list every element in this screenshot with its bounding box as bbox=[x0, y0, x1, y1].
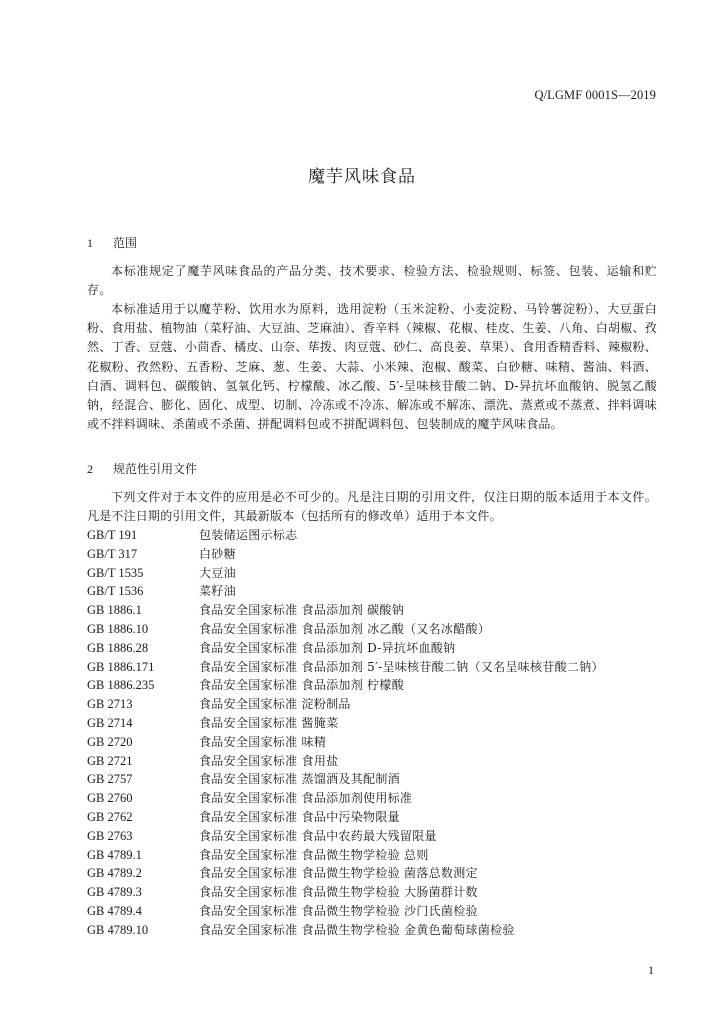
reference-title: 食品安全国家标准 食品中污染物限量 bbox=[199, 809, 400, 824]
reference-code: GB 2762 bbox=[87, 809, 133, 824]
reference-code: GB 1886.28 bbox=[87, 640, 149, 655]
reference-row bbox=[87, 921, 657, 940]
section-1-number: 1 bbox=[87, 236, 93, 250]
reference-row bbox=[87, 808, 657, 827]
section-1-heading bbox=[87, 234, 137, 251]
reference-code: GB/T 1536 bbox=[87, 584, 144, 599]
reference-code: GB 4789.1 bbox=[87, 847, 142, 862]
reference-title: 食品安全国家标准 食品微生物学检验 沙门氏菌检验 bbox=[199, 903, 478, 918]
reference-code: GB 1886.1 bbox=[87, 603, 142, 618]
reference-title: 食品安全国家标准 食品微生物学检验 菌落总数测定 bbox=[199, 866, 478, 881]
reference-code: GB 1886.10 bbox=[87, 621, 149, 636]
reference-list bbox=[87, 526, 657, 940]
reference-code: GB 2760 bbox=[87, 791, 133, 806]
reference-title: 食品安全国家标准 食品中农药最大残留限量 bbox=[199, 828, 437, 843]
reference-title: 白砂糖 bbox=[199, 546, 236, 561]
reference-title: 大豆油 bbox=[199, 565, 236, 580]
reference-row bbox=[87, 883, 657, 902]
reference-code: GB 2713 bbox=[87, 697, 133, 712]
reference-title: 食品安全国家标准 食品添加剂 5′-呈味核苷酸二钠（又名呈味核苷酸二钠） bbox=[199, 659, 604, 674]
reference-code: GB/T 1535 bbox=[87, 565, 144, 580]
reference-code: GB 2714 bbox=[87, 715, 133, 730]
reference-title: 食品安全国家标准 食品添加剂 柠檬酸 bbox=[199, 678, 405, 693]
reference-code: GB 2720 bbox=[87, 734, 133, 749]
scope-paragraph-1: 本标准规定了魔芋风味食品的产品分类、技术要求、检验方法、检验规则、标签、包装、运输和贮存。 bbox=[87, 264, 657, 298]
reference-title: 包装储运图示标志 bbox=[199, 528, 298, 542]
standard-code: Q/LGMF 0001S—2019 bbox=[534, 88, 656, 102]
reference-title: 食品安全国家标准 食品添加剂 D-异抗坏血酸钠 bbox=[199, 640, 456, 655]
reference-title: 食品安全国家标准 酱腌菜 bbox=[199, 715, 339, 730]
reference-title: 食品安全国家标准 食品微生物学检验 大肠菌群计数 bbox=[199, 885, 478, 900]
section-2-heading bbox=[87, 460, 197, 477]
reference-row bbox=[87, 564, 657, 583]
reference-title: 食品安全国家标准 食品添加剂使用标准 bbox=[199, 791, 413, 806]
document-title: 魔芋风味食品 bbox=[308, 167, 416, 187]
reference-row bbox=[87, 582, 657, 601]
reference-title: 食品安全国家标准 食品添加剂 冰乙酸（又名冰醋酸） bbox=[199, 621, 491, 636]
reference-title: 食品安全国家标准 味精 bbox=[199, 734, 327, 749]
reference-code: GB/T 317 bbox=[87, 546, 138, 561]
reference-title: 食品安全国家标准 食品添加剂 碳酸钠 bbox=[199, 603, 405, 618]
section-2-number: 2 bbox=[87, 462, 93, 476]
scope-paragraph-2: 本标准适用于以魔芋粉、饮用水为原料，选用淀粉（玉米淀粉、小麦淀粉、马铃薯淀粉）、大豆蛋白粉、食用盐、植物油（菜籽油、大豆油、芝麻油）、香辛料（辣椒、花椒、桂皮、生姜、八角、白胡椒、孜然、丁香、豆蔻、小茴香、橘皮、山奈、荜拨、肉豆蔻、砂仁、高良姜、草果）、食用香精香料、辣椒粉、花椒粉、孜然粉、五香粉、芝麻、葱、生姜、大蒜、小米辣、泡椒、酸菜、白砂糖、味精、酱油、料酒、白酒、调料包、碳酸钠、氢氧化钙、柠檬酸、冰乙酸、5′-呈味核苷酸二钠、D-异抗坏血酸钠、脱氢乙酸钠，经混合、膨化、固化、成型、切制、冷冻或不冷冻、解冻或不解冻、漂洗、蒸煮或不蒸煮、拌料调味或不拌料调味、杀菌或不杀菌、拼配调料包或不拼配调料包、包装制成的魔芋风味食品。 bbox=[87, 302, 657, 432]
reference-code: GB 4789.2 bbox=[87, 866, 142, 881]
reference-row bbox=[87, 752, 657, 771]
references-intro: 下列文件对于本文件的应用是必不可少的。凡是注日期的引用文件，仅注日期的版本适用于本文件。凡是不注日期的引用文件，其最新版本（包括所有的修改单）适用于本文件。 bbox=[87, 490, 657, 524]
reference-code: GB 4789.10 bbox=[87, 922, 149, 937]
reference-code: GB 2721 bbox=[87, 753, 133, 768]
reference-code: GB 1886.235 bbox=[87, 678, 155, 693]
reference-row bbox=[87, 658, 657, 677]
reference-row bbox=[87, 620, 657, 639]
reference-code: GB 2763 bbox=[87, 828, 133, 843]
reference-code: GB/T 191 bbox=[87, 528, 138, 542]
reference-row bbox=[87, 864, 657, 883]
reference-title: 食品安全国家标准 食品微生物学检验 总则 bbox=[199, 847, 429, 862]
reference-code: GB 2757 bbox=[87, 772, 133, 787]
section-2-title: 规范性引用文件 bbox=[113, 462, 198, 476]
reference-row bbox=[87, 601, 657, 620]
reference-title: 食品安全国家标准 食品微生物学检验 金黄色葡萄球菌检验 bbox=[199, 922, 515, 937]
reference-row bbox=[87, 676, 657, 695]
reference-row bbox=[87, 827, 657, 846]
reference-row bbox=[87, 789, 657, 808]
reference-title: 食品安全国家标准 淀粉制品 bbox=[199, 697, 351, 712]
reference-row bbox=[87, 770, 657, 789]
reference-row bbox=[87, 695, 657, 714]
reference-title: 食品安全国家标准 蒸馏酒及其配制酒 bbox=[199, 772, 400, 787]
page-number: 1 bbox=[648, 963, 654, 977]
reference-code: GB 4789.3 bbox=[87, 885, 142, 900]
section-1-title: 范围 bbox=[113, 236, 138, 250]
reference-row bbox=[87, 714, 657, 733]
reference-row bbox=[87, 846, 657, 865]
reference-row bbox=[87, 733, 657, 752]
reference-code: GB 4789.4 bbox=[87, 903, 142, 918]
reference-row bbox=[87, 526, 657, 545]
reference-code: GB 1886.171 bbox=[87, 659, 155, 674]
reference-row bbox=[87, 639, 657, 658]
reference-title: 菜籽油 bbox=[199, 584, 236, 599]
reference-row bbox=[87, 545, 657, 564]
reference-title: 食品安全国家标准 食用盐 bbox=[199, 753, 339, 768]
reference-row bbox=[87, 902, 657, 921]
